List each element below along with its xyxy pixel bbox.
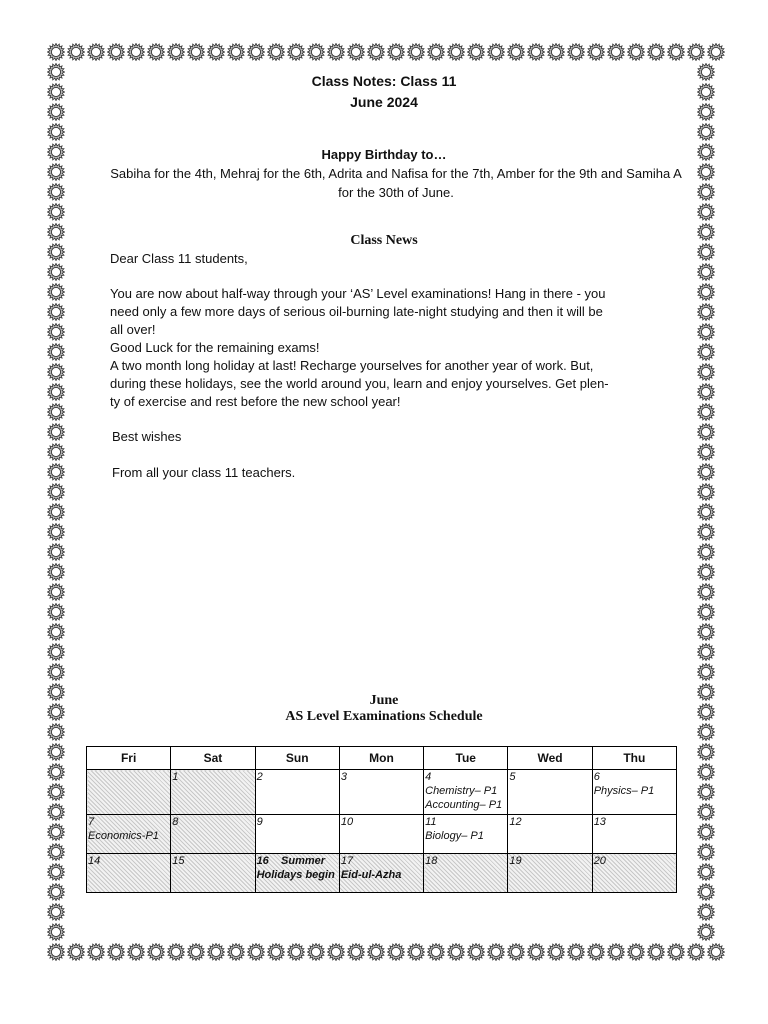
calendar-cell: [592, 770, 676, 815]
class-news-heading: Class News: [350, 233, 418, 248]
border-gear-icon: [696, 182, 716, 202]
border-gear-icon: [46, 562, 66, 582]
border-gear-icon: [46, 802, 66, 822]
border-gear-icon: [696, 122, 716, 142]
border-gear-icon: [486, 942, 506, 962]
border-gear-icon: [696, 362, 716, 382]
calendar-cell: [339, 815, 423, 854]
border-gear-icon: [266, 42, 286, 62]
border-gear-icon: [696, 802, 716, 822]
border-gear-icon: [226, 942, 246, 962]
border-gear-icon: [46, 642, 66, 662]
border-gear-icon: [566, 42, 586, 62]
calendar-date: 4: [425, 771, 432, 783]
border-gear-icon: [666, 42, 686, 62]
border-gear-icon: [696, 842, 716, 862]
border-gear-icon: [46, 602, 66, 622]
day-header-wed: Wed: [508, 747, 592, 770]
border-gear-icon: [126, 942, 146, 962]
calendar-date: 18: [425, 855, 438, 867]
border-gear-icon: [46, 542, 66, 562]
border-gear-icon: [46, 362, 66, 382]
border-gear-icon: [696, 742, 716, 762]
border-gear-icon: [46, 422, 66, 442]
border-gear-icon: [696, 622, 716, 642]
border-gear-icon: [696, 642, 716, 662]
calendar-date: 1: [172, 771, 179, 783]
border-gear-icon: [626, 942, 646, 962]
border-gear-icon: [186, 42, 206, 62]
border-gear-icon: [106, 42, 126, 62]
day-header-tue: Tue: [424, 747, 508, 770]
border-gear-icon: [696, 902, 716, 922]
border-gear-icon: [46, 262, 66, 282]
border-gear-icon: [696, 582, 716, 602]
border-gear-icon: [526, 42, 546, 62]
border-gear-icon: [86, 942, 106, 962]
border-gear-icon: [466, 942, 486, 962]
holiday-entry: Holidays begin: [256, 869, 335, 881]
border-gear-icon: [46, 482, 66, 502]
calendar-date: 14: [88, 855, 101, 867]
decorative-border-right: [696, 62, 716, 942]
border-gear-icon: [696, 462, 716, 482]
border-gear-icon: [66, 42, 86, 62]
calendar-week-row: [87, 815, 677, 854]
exam-entry: Accounting– P1: [425, 799, 503, 811]
border-gear-icon: [666, 942, 686, 962]
calendar-cell: [592, 854, 676, 893]
calendar-cell-empty: [87, 770, 171, 815]
border-gear-icon: [46, 942, 66, 962]
calendar-date: 16 Summer: [256, 855, 326, 867]
border-gear-icon: [506, 942, 526, 962]
calendar-date: 3: [340, 771, 347, 783]
calendar-date: 9: [256, 816, 263, 828]
border-gear-icon: [326, 42, 346, 62]
border-gear-icon: [146, 942, 166, 962]
border-gear-icon: [46, 342, 66, 362]
border-gear-icon: [426, 42, 446, 62]
border-gear-icon: [606, 42, 626, 62]
border-gear-icon: [546, 942, 566, 962]
border-gear-icon: [696, 722, 716, 742]
border-gear-icon: [46, 722, 66, 742]
border-gear-icon: [696, 662, 716, 682]
border-gear-icon: [696, 162, 716, 182]
exam-entry: Economics-P1: [88, 830, 159, 842]
border-gear-icon: [166, 42, 186, 62]
border-gear-icon: [266, 942, 286, 962]
border-gear-icon: [696, 282, 716, 302]
border-gear-icon: [696, 882, 716, 902]
border-gear-icon: [46, 522, 66, 542]
calendar-cell: [171, 770, 255, 815]
border-gear-icon: [46, 622, 66, 642]
border-gear-icon: [366, 942, 386, 962]
border-gear-icon: [426, 942, 446, 962]
border-gear-icon: [346, 42, 366, 62]
border-gear-icon: [706, 42, 726, 62]
border-gear-icon: [466, 42, 486, 62]
border-gear-icon: [696, 402, 716, 422]
border-gear-icon: [486, 42, 506, 62]
border-gear-icon: [696, 482, 716, 502]
border-gear-icon: [46, 122, 66, 142]
schedule-month-heading: June: [369, 693, 399, 708]
border-gear-icon: [366, 42, 386, 62]
border-gear-icon: [586, 942, 606, 962]
calendar-week-row: [87, 770, 677, 815]
border-gear-icon: [46, 42, 66, 62]
border-gear-icon: [696, 822, 716, 842]
border-gear-icon: [286, 942, 306, 962]
exam-schedule-calendar: [86, 746, 677, 893]
calendar-date: 7: [88, 816, 95, 828]
birthday-text: Sabiha for the 4th, Mehraj for the 6th, Adrita and Nafisa for the 7th, Amber for the 9th and Samiha A for the 30th of June.: [110, 166, 682, 200]
border-gear-icon: [126, 42, 146, 62]
calendar-date: 12: [509, 816, 522, 828]
border-gear-icon: [696, 542, 716, 562]
border-gear-icon: [686, 942, 706, 962]
border-gear-icon: [46, 882, 66, 902]
news-paragraph-3-line: A two month long holiday at last! Recharge yourselves for another year of work. But,: [110, 358, 594, 373]
calendar-cell: [592, 815, 676, 854]
border-gear-icon: [46, 742, 66, 762]
border-gear-icon: [346, 942, 366, 962]
border-gear-icon: [86, 42, 106, 62]
border-gear-icon: [646, 942, 666, 962]
border-gear-icon: [696, 602, 716, 622]
border-gear-icon: [46, 282, 66, 302]
calendar-date: 5: [509, 771, 516, 783]
calendar-date: 10: [340, 816, 354, 828]
border-gear-icon: [46, 462, 66, 482]
border-gear-icon: [46, 782, 66, 802]
news-paragraph-2: Good Luck for the remaining exams!: [110, 340, 320, 355]
calendar-date: 19: [509, 855, 522, 867]
border-gear-icon: [46, 382, 66, 402]
schedule-heading: AS Level Examinations Schedule: [285, 709, 483, 724]
border-gear-icon: [696, 262, 716, 282]
border-gear-icon: [546, 42, 566, 62]
border-gear-icon: [46, 822, 66, 842]
border-gear-icon: [696, 202, 716, 222]
border-gear-icon: [46, 202, 66, 222]
border-gear-icon: [206, 942, 226, 962]
calendar-week-row: [87, 854, 677, 893]
border-gear-icon: [696, 762, 716, 782]
calendar-cell: [339, 770, 423, 815]
border-gear-icon: [46, 662, 66, 682]
calendar-cell: [87, 854, 171, 893]
border-gear-icon: [526, 942, 546, 962]
calendar-cell: [339, 854, 423, 893]
calendar-cell: [424, 854, 508, 893]
news-paragraph-1-line: need only a few more days of serious oil-burning late-night studying and then it will be: [110, 304, 603, 319]
border-gear-icon: [306, 942, 326, 962]
border-gear-icon: [186, 942, 206, 962]
day-header-mon: Mon: [339, 747, 423, 770]
border-gear-icon: [46, 862, 66, 882]
border-gear-icon: [46, 922, 66, 942]
border-gear-icon: [446, 942, 466, 962]
border-gear-icon: [46, 182, 66, 202]
news-greeting: Dear Class 11 students,: [110, 251, 248, 266]
day-header-thu: Thu: [592, 747, 676, 770]
border-gear-icon: [696, 382, 716, 402]
border-gear-icon: [386, 942, 406, 962]
border-gear-icon: [566, 942, 586, 962]
border-gear-icon: [46, 762, 66, 782]
calendar-cell: [424, 770, 508, 815]
border-gear-icon: [386, 42, 406, 62]
border-gear-icon: [626, 42, 646, 62]
border-gear-icon: [696, 562, 716, 582]
page-subtitle-date: June 2024: [350, 94, 418, 110]
calendar-date: 2: [256, 771, 263, 783]
exam-entry: Chemistry– P1: [425, 785, 498, 797]
border-gear-icon: [696, 342, 716, 362]
border-gear-icon: [146, 42, 166, 62]
border-gear-icon: [406, 942, 426, 962]
border-gear-icon: [686, 42, 706, 62]
calendar-cell: [424, 815, 508, 854]
border-gear-icon: [66, 942, 86, 962]
calendar-cell: [508, 815, 592, 854]
border-gear-icon: [306, 42, 326, 62]
calendar-date: 8: [172, 816, 179, 828]
day-header-sat: Sat: [171, 747, 255, 770]
calendar-date: 15: [172, 855, 185, 867]
news-paragraph-3-line: ty of exercise and rest before the new school year!: [110, 394, 401, 409]
border-gear-icon: [46, 302, 66, 322]
news-paragraph-3-line: during these holidays, see the world around you, learn and enjoy yourselves. Get plen-: [110, 376, 609, 391]
border-gear-icon: [46, 322, 66, 342]
calendar-header-row: [87, 747, 677, 770]
day-header-fri: Fri: [87, 747, 171, 770]
news-closing: Best wishes: [112, 429, 182, 444]
border-gear-icon: [46, 442, 66, 462]
border-gear-icon: [446, 42, 466, 62]
calendar-cell: [87, 815, 171, 854]
decorative-border-top: [46, 42, 726, 62]
day-header-sun: Sun: [255, 747, 339, 770]
border-gear-icon: [696, 442, 716, 462]
border-gear-icon: [206, 42, 226, 62]
news-paragraph-1-line: You are now about half-way through your ‘AS’ Level examinations! Hang in there - you: [110, 286, 606, 301]
border-gear-icon: [46, 842, 66, 862]
border-gear-icon: [46, 502, 66, 522]
border-gear-icon: [46, 162, 66, 182]
border-gear-icon: [326, 942, 346, 962]
border-gear-icon: [696, 422, 716, 442]
border-gear-icon: [106, 942, 126, 962]
border-gear-icon: [706, 942, 726, 962]
border-gear-icon: [696, 302, 716, 322]
border-gear-icon: [246, 42, 266, 62]
decorative-border-left: [46, 62, 66, 942]
calendar-cell: [255, 815, 339, 854]
exam-entry: Biology– P1: [425, 830, 484, 842]
holiday-entry: Eid-ul-Azha: [340, 869, 402, 881]
border-gear-icon: [606, 942, 626, 962]
border-gear-icon: [696, 322, 716, 342]
border-gear-icon: [166, 942, 186, 962]
exam-entry: Physics– P1: [593, 785, 655, 797]
calendar-date: 20: [593, 855, 606, 867]
border-gear-icon: [406, 42, 426, 62]
page-title: Class Notes: Class 11: [311, 73, 457, 89]
border-gear-icon: [286, 42, 306, 62]
border-gear-icon: [696, 782, 716, 802]
border-gear-icon: [696, 502, 716, 522]
border-gear-icon: [46, 402, 66, 422]
news-paragraph-1: [110, 285, 660, 411]
calendar-cell: [508, 854, 592, 893]
decorative-border-bottom: [46, 942, 726, 962]
calendar-date: 17: [340, 855, 354, 867]
news-paragraph-1-line: all over!: [110, 322, 156, 337]
border-gear-icon: [646, 42, 666, 62]
border-gear-icon: [586, 42, 606, 62]
calendar-cell: [255, 854, 339, 893]
calendar-cell: [171, 815, 255, 854]
border-gear-icon: [246, 942, 266, 962]
calendar-cell: [508, 770, 592, 815]
calendar-date: 11: [425, 816, 437, 828]
news-signoff: From all your class 11 teachers.: [112, 465, 296, 480]
border-gear-icon: [226, 42, 246, 62]
border-gear-icon: [696, 522, 716, 542]
birthday-heading: Happy Birthday to…: [321, 147, 447, 162]
calendar-date: 13: [593, 816, 606, 828]
border-gear-icon: [46, 582, 66, 602]
calendar-cell: [171, 854, 255, 893]
border-gear-icon: [696, 862, 716, 882]
border-gear-icon: [696, 922, 716, 942]
border-gear-icon: [506, 42, 526, 62]
border-gear-icon: [46, 902, 66, 922]
calendar-date: 6: [593, 771, 600, 783]
calendar-cell: [255, 770, 339, 815]
